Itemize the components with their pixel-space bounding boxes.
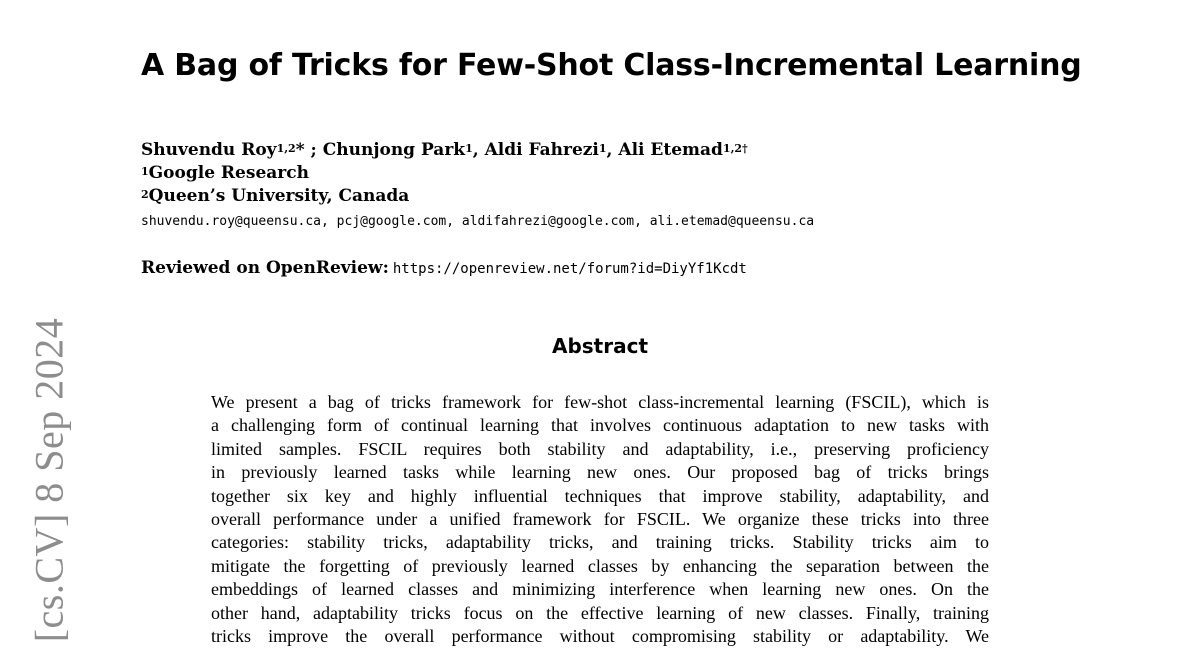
author-emails: shuvendu.roy@queensu.ca, pcj@google.com, aldifahrezi@google.com, ali.etemad@queensu.ca [141, 214, 815, 229]
affiliation-name: Google Research [148, 163, 309, 183]
arxiv-stamp-text: [cs.CV] 8 Sep 2024 [26, 317, 72, 643]
abstract-line: overall performance under a unified framework for FSCIL. We organize these tricks into three [211, 509, 989, 530]
affiliation-mark: 2 [141, 188, 149, 201]
author-separator: , [472, 140, 485, 160]
abstract-line: mitigate the forgetting of previously learned classes by enhancing the separation between the [211, 555, 989, 576]
review-label: Reviewed on OpenReview: [141, 258, 389, 278]
author-affiliation-mark: 1 [598, 142, 607, 155]
abstract-line: a challenging form of continual learning that involves continuous adaptation to new tasks with [211, 415, 989, 436]
abstract-line: categories: stability tricks, adaptability tricks, and training tricks. Stability tricks aim to [211, 532, 989, 553]
abstract-line: We present a bag of tricks framework for few-shot class-incremental learning (FSCIL), which is [211, 392, 989, 412]
affiliation-line [141, 162, 748, 185]
author-list [141, 139, 748, 162]
abstract-heading: Abstract [551, 334, 649, 358]
author-name: Chunjong Park [322, 140, 466, 160]
abstract-line: tricks improve the overall performance without compromising stability or adaptability. We [211, 626, 989, 647]
openreview-link[interactable]: https://openreview.net/forum?id=DiyYf1Kcdt [392, 261, 747, 277]
author-separator: * ; [295, 140, 323, 160]
abstract-line: together six key and highly influential techniques that improve stability, adaptability, and [211, 485, 989, 506]
abstract-line: in previously learned tasks while learning new ones. Our proposed bag of tricks brings [211, 462, 989, 483]
abstract-line: limited samples. FSCIL requires both stability and adaptability, i.e., preserving proficiency [211, 438, 989, 459]
author-block [141, 139, 748, 208]
abstract-line: other hand, adaptability tricks focus on the effective learning of new classes. Finally, training [211, 602, 989, 623]
author-separator: , [606, 140, 619, 160]
author-name: Ali Etemad [618, 140, 723, 160]
affiliation-line [141, 185, 748, 208]
abstract-text [211, 391, 989, 648]
author-affiliation-mark: 1 [465, 142, 473, 155]
affiliation-mark: 1 [141, 165, 149, 178]
author-affiliation-mark: 1,2 [276, 142, 296, 155]
author-affiliation-mark: 1,2† [722, 142, 748, 155]
arxiv-side-stamp [24, 317, 74, 643]
author-name: Aldi Fahrezi [484, 140, 599, 160]
affiliation-name: Queen’s University, Canada [148, 186, 410, 206]
paper-title: A Bag of Tricks for Few-Shot Class-Incremental Learning [141, 48, 1082, 83]
author-name: Shuvendu Roy [141, 140, 277, 160]
review-line [141, 258, 747, 278]
abstract-line: embeddings of learned classes and minimizing interference when learning new ones. On the [211, 579, 989, 600]
